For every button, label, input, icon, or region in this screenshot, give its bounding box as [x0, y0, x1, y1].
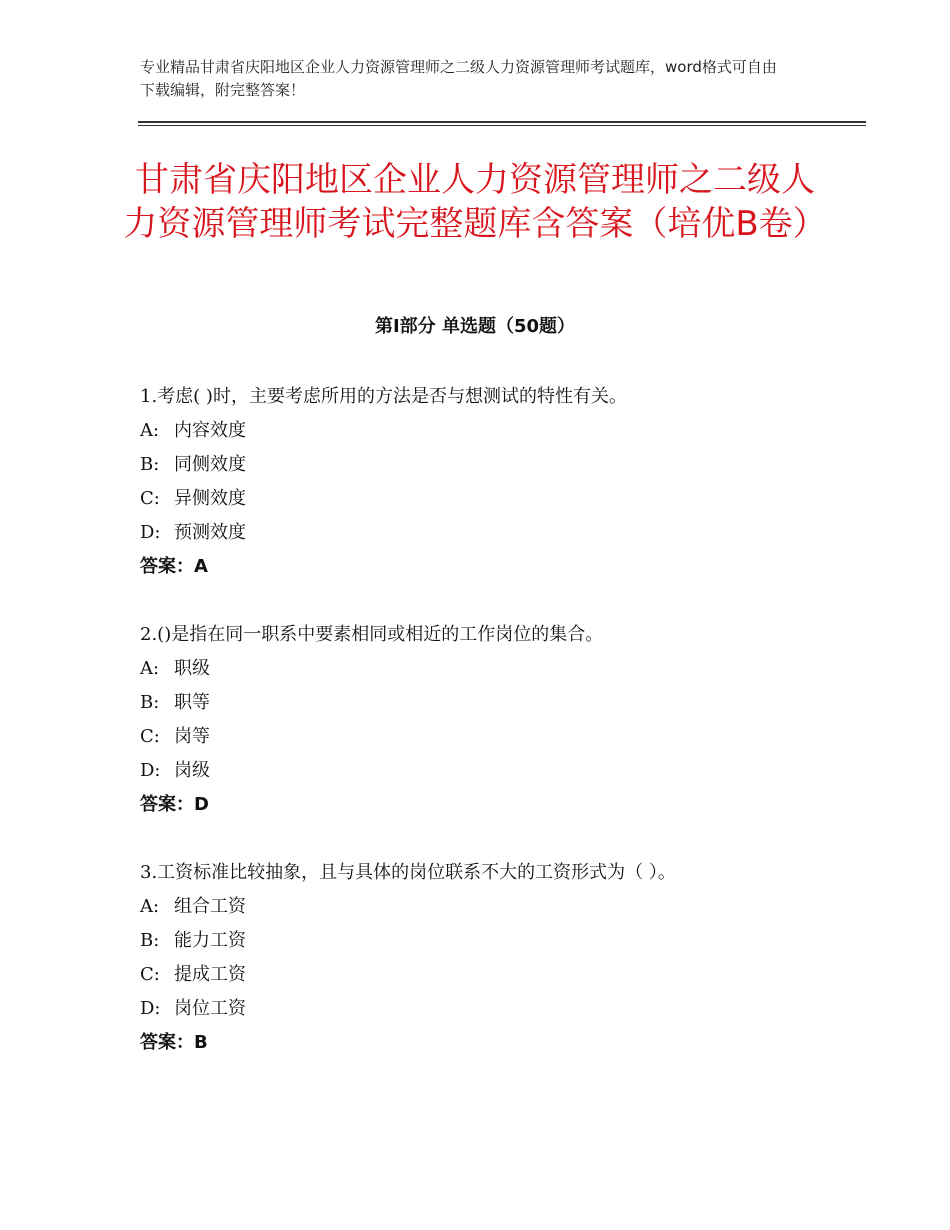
header-divider-thick: [138, 121, 866, 123]
answer-line: [140, 552, 840, 586]
option-letter: D:: [140, 760, 161, 781]
option-text: 异侧效度: [174, 488, 246, 509]
option-a: [140, 416, 840, 450]
option-text: 职级: [174, 658, 210, 679]
header-divider-thin: [138, 125, 866, 126]
option-d: [140, 994, 840, 1028]
option-letter: B:: [140, 692, 160, 713]
option-letter: D:: [140, 998, 161, 1019]
option-b: [140, 450, 840, 484]
answer-value: D: [194, 794, 209, 815]
option-letter: B:: [140, 930, 160, 951]
option-text: 内容效度: [174, 420, 246, 441]
option-text: 岗位工资: [174, 998, 246, 1019]
answer-label: 答案：: [140, 556, 194, 577]
answer-line: [140, 790, 840, 824]
option-letter: C:: [140, 488, 160, 509]
option-text: 提成工资: [174, 964, 246, 985]
option-text: 职等: [174, 692, 210, 713]
option-text: 岗等: [174, 726, 210, 747]
option-d: [140, 518, 840, 552]
option-text: 能力工资: [174, 930, 246, 951]
option-text: 预测效度: [174, 522, 246, 543]
option-a: [140, 892, 840, 926]
option-c: [140, 960, 840, 994]
option-letter: A:: [140, 420, 160, 441]
option-c: [140, 484, 840, 518]
option-letter: C:: [140, 964, 160, 985]
option-text: 组合工资: [174, 896, 246, 917]
option-c: [140, 722, 840, 756]
answer-label: 答案：: [140, 794, 194, 815]
option-letter: B:: [140, 454, 160, 475]
option-d: [140, 756, 840, 790]
question-stem: 2.()是指在同一职系中要素相同或相近的工作岗位的集合。: [140, 624, 604, 645]
question-3: [140, 858, 840, 1062]
option-b: [140, 926, 840, 960]
question-2: [140, 620, 840, 824]
answer-value: B: [194, 1032, 208, 1053]
option-letter: C:: [140, 726, 160, 747]
question-stem: 3.工资标准比较抽象，且与具体的岗位联系不大的工资形式为（ ）。: [140, 862, 676, 883]
answer-label: 答案：: [140, 1032, 194, 1053]
answer-value: A: [194, 556, 208, 577]
section-heading: 第Ⅰ部分 单选题（50题）: [374, 316, 575, 337]
option-letter: D:: [140, 522, 161, 543]
question-1: [140, 382, 840, 586]
question-stem: 1.考虑( )时，主要考虑所用的方法是否与想测试的特性有关。: [140, 386, 627, 407]
header-note: 专业精品甘肃省庆阳地区企业人力资源管理师之二级人力资源管理师考试题库，word格式可自由下载编辑，附完整答案！: [140, 58, 777, 99]
document-title: 甘肃省庆阳地区企业人力资源管理师之二级人力资源管理师考试完整题库含答案（培优B卷）: [123, 160, 827, 244]
option-a: [140, 654, 840, 688]
option-b: [140, 688, 840, 722]
option-letter: A:: [140, 658, 160, 679]
option-text: 岗级: [174, 760, 210, 781]
option-text: 同侧效度: [174, 454, 246, 475]
answer-line: [140, 1028, 840, 1062]
option-letter: A:: [140, 896, 160, 917]
